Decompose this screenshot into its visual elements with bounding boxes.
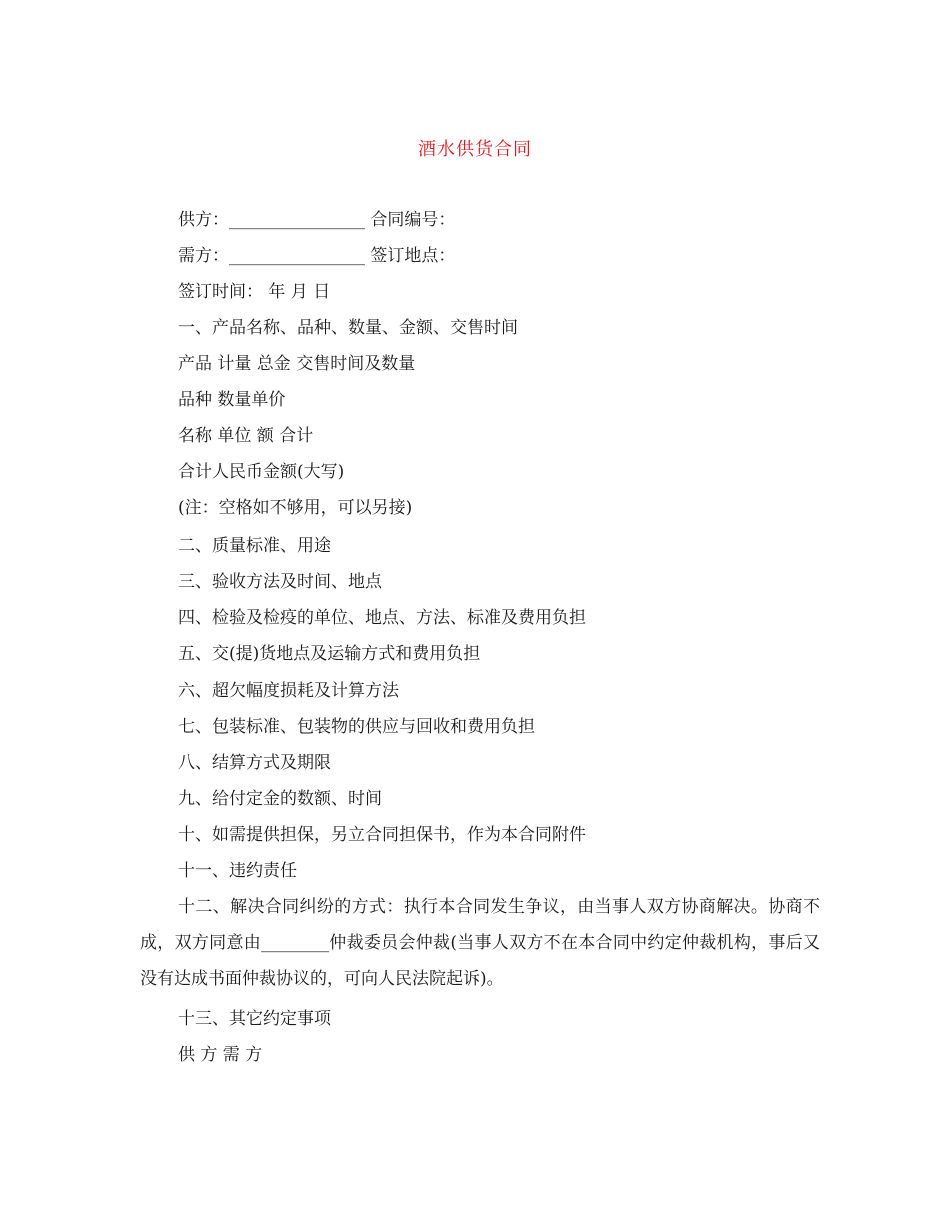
section-12-paragraph: 十二、解决合同纠纷的方式：执行本合同发生争议，由当事人双方协商解决。协商不成，双方同意由________仲裁委员会仲裁(当事人双方不在本合同中约定仲裁机构，事后又没有达成书面仲裁协议的，可向人民法院起诉)。 [140, 897, 820, 989]
total-amount-line: 合计人民币金额(大写) [178, 462, 345, 482]
section-8-heading: 八、结算方式及期限 [178, 753, 331, 773]
supplier-line: 供方：________________ 合同编号： [178, 210, 456, 230]
section-3-heading: 三、验收方法及时间、地点 [178, 572, 382, 592]
signature-line: 供 方 需 方 [178, 1045, 263, 1065]
signing-date-line: 签订时间： 年 月 日 [178, 282, 331, 302]
section-1-heading: 一、产品名称、品种、数量、金额、交售时间 [178, 318, 518, 338]
section-2-heading: 二、质量标准、用途 [178, 536, 331, 556]
section-7-heading: 七、包装标准、包装物的供应与回收和费用负担 [178, 717, 535, 737]
section-11-heading: 十一、违约责任 [178, 861, 297, 881]
table-header-row-2: 品种 数量单价 [178, 390, 286, 410]
section-9-heading: 九、给付定金的数额、时间 [178, 789, 382, 809]
section-5-heading: 五、交(提)货地点及运输方式和费用负担 [178, 644, 481, 664]
table-note: (注：空格如不够用，可以另接) [178, 498, 413, 518]
table-header-row-3: 名称 单位 额 合计 [178, 426, 314, 446]
section-6-heading: 六、超欠幅度损耗及计算方法 [178, 681, 399, 701]
table-header-row-1: 产品 计量 总金 交售时间及数量 [178, 354, 416, 374]
section-13-heading: 十三、其它约定事项 [178, 1009, 331, 1029]
buyer-line: 需方：________________ 签订地点： [178, 246, 456, 266]
section-10-heading: 十、如需提供担保，另立合同担保书，作为本合同附件 [178, 825, 586, 845]
section-4-heading: 四、检验及检疫的单位、地点、方法、标准及费用负担 [178, 608, 586, 628]
document-title: 酒水供货合同 [418, 139, 532, 160]
